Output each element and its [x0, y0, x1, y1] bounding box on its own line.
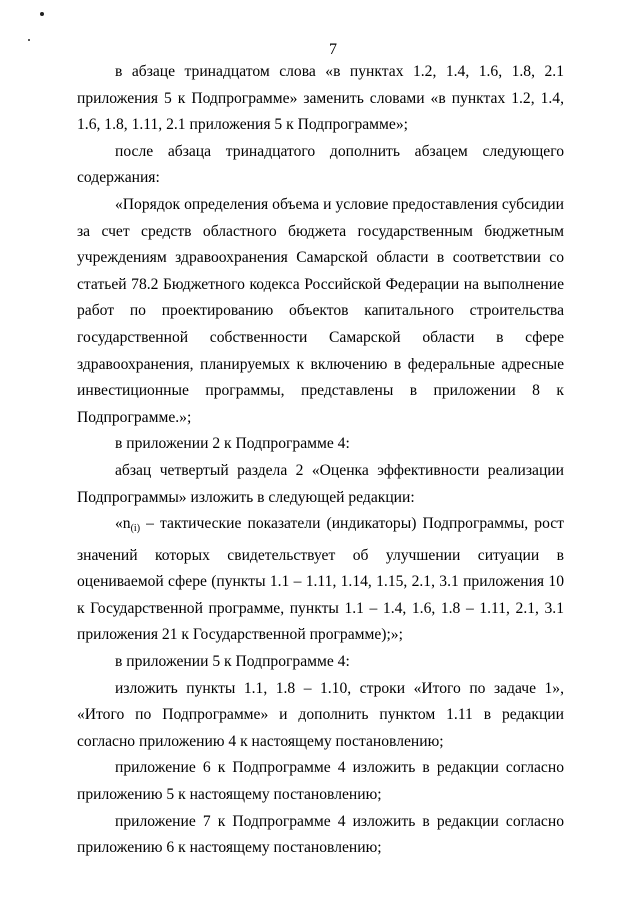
document-body [77, 59, 564, 862]
formula-symbol: «n [115, 515, 131, 533]
paragraph: в приложении 5 к Подпрограмме 4: [115, 653, 350, 671]
paragraph: в абзаце тринадцатом слова «в пунктах 1.2, 1.4, 1.6, 1.8, 2.1 приложения 5 к Подпрограмме» заменить словами «в пунктах 1.2, 1.4, 1.6, 1.8, 1.11, 2.1 приложения 5 к Подпрограмме»; [77, 63, 564, 134]
paragraph: приложение 7 к Подпрограмме 4 изложить в редакции согласно приложению 6 к настоящему постановлению; [77, 812, 564, 857]
paragraph: «Порядок определения объема и условие предоставления субсидии за счет средств областного бюджета государственным бюджетным учреждениям здравоохранения Самарской области в соответствии со статьей 78.2 Бюджетного кодекса Российской Федерации на выполнение работ по проектированию объектов капитального строительства государственной собственности Самарской области в сфере здравоохранения, планируемых к включению в федеральные адресные инвестиционные программы, представлены в приложении 8 к Подпрограмме.»; [77, 195, 564, 426]
paragraph: абзац четвертый раздела 2 «Оценка эффективности реализации Подпрограммы» изложить в следующей редакции: [77, 461, 564, 506]
paragraph: после абзаца тринадцатого дополнить абзацем следующего содержания: [77, 142, 564, 187]
page-number: 7 [329, 41, 337, 58]
formula-subscript: (i) [130, 523, 141, 535]
formula-paragraph-text: – тактические показатели (индикаторы) Подпрограммы, рост значений которых свидетельствует об улучшении ситуации в оцениваемой сфере (пункты 1.1 – 1.11, 1.14, 1.15, 2.1, 3.1 приложения 10 к Государственной программе, пункты 1.1 – 1.4, 1.6, 1.8 – 1.11, 2.1, 3.1 приложения 21 к Государственной программе);»; [77, 515, 564, 644]
formula-paragraph [77, 511, 564, 649]
scan-speck [40, 12, 44, 16]
paragraph: в приложении 2 к Подпрограмме 4: [115, 435, 350, 453]
paragraph: приложение 6 к Подпрограмме 4 изложить в редакции согласно приложению 5 к настоящему постановлению; [77, 759, 564, 804]
paragraph: изложить пункты 1.1, 1.8 – 1.10, строки «Итого по задаче 1», «Итого по Подпрограмме» и дополнить пунктом 1.11 в редакции согласно приложению 4 к настоящему постановлению; [77, 679, 564, 750]
